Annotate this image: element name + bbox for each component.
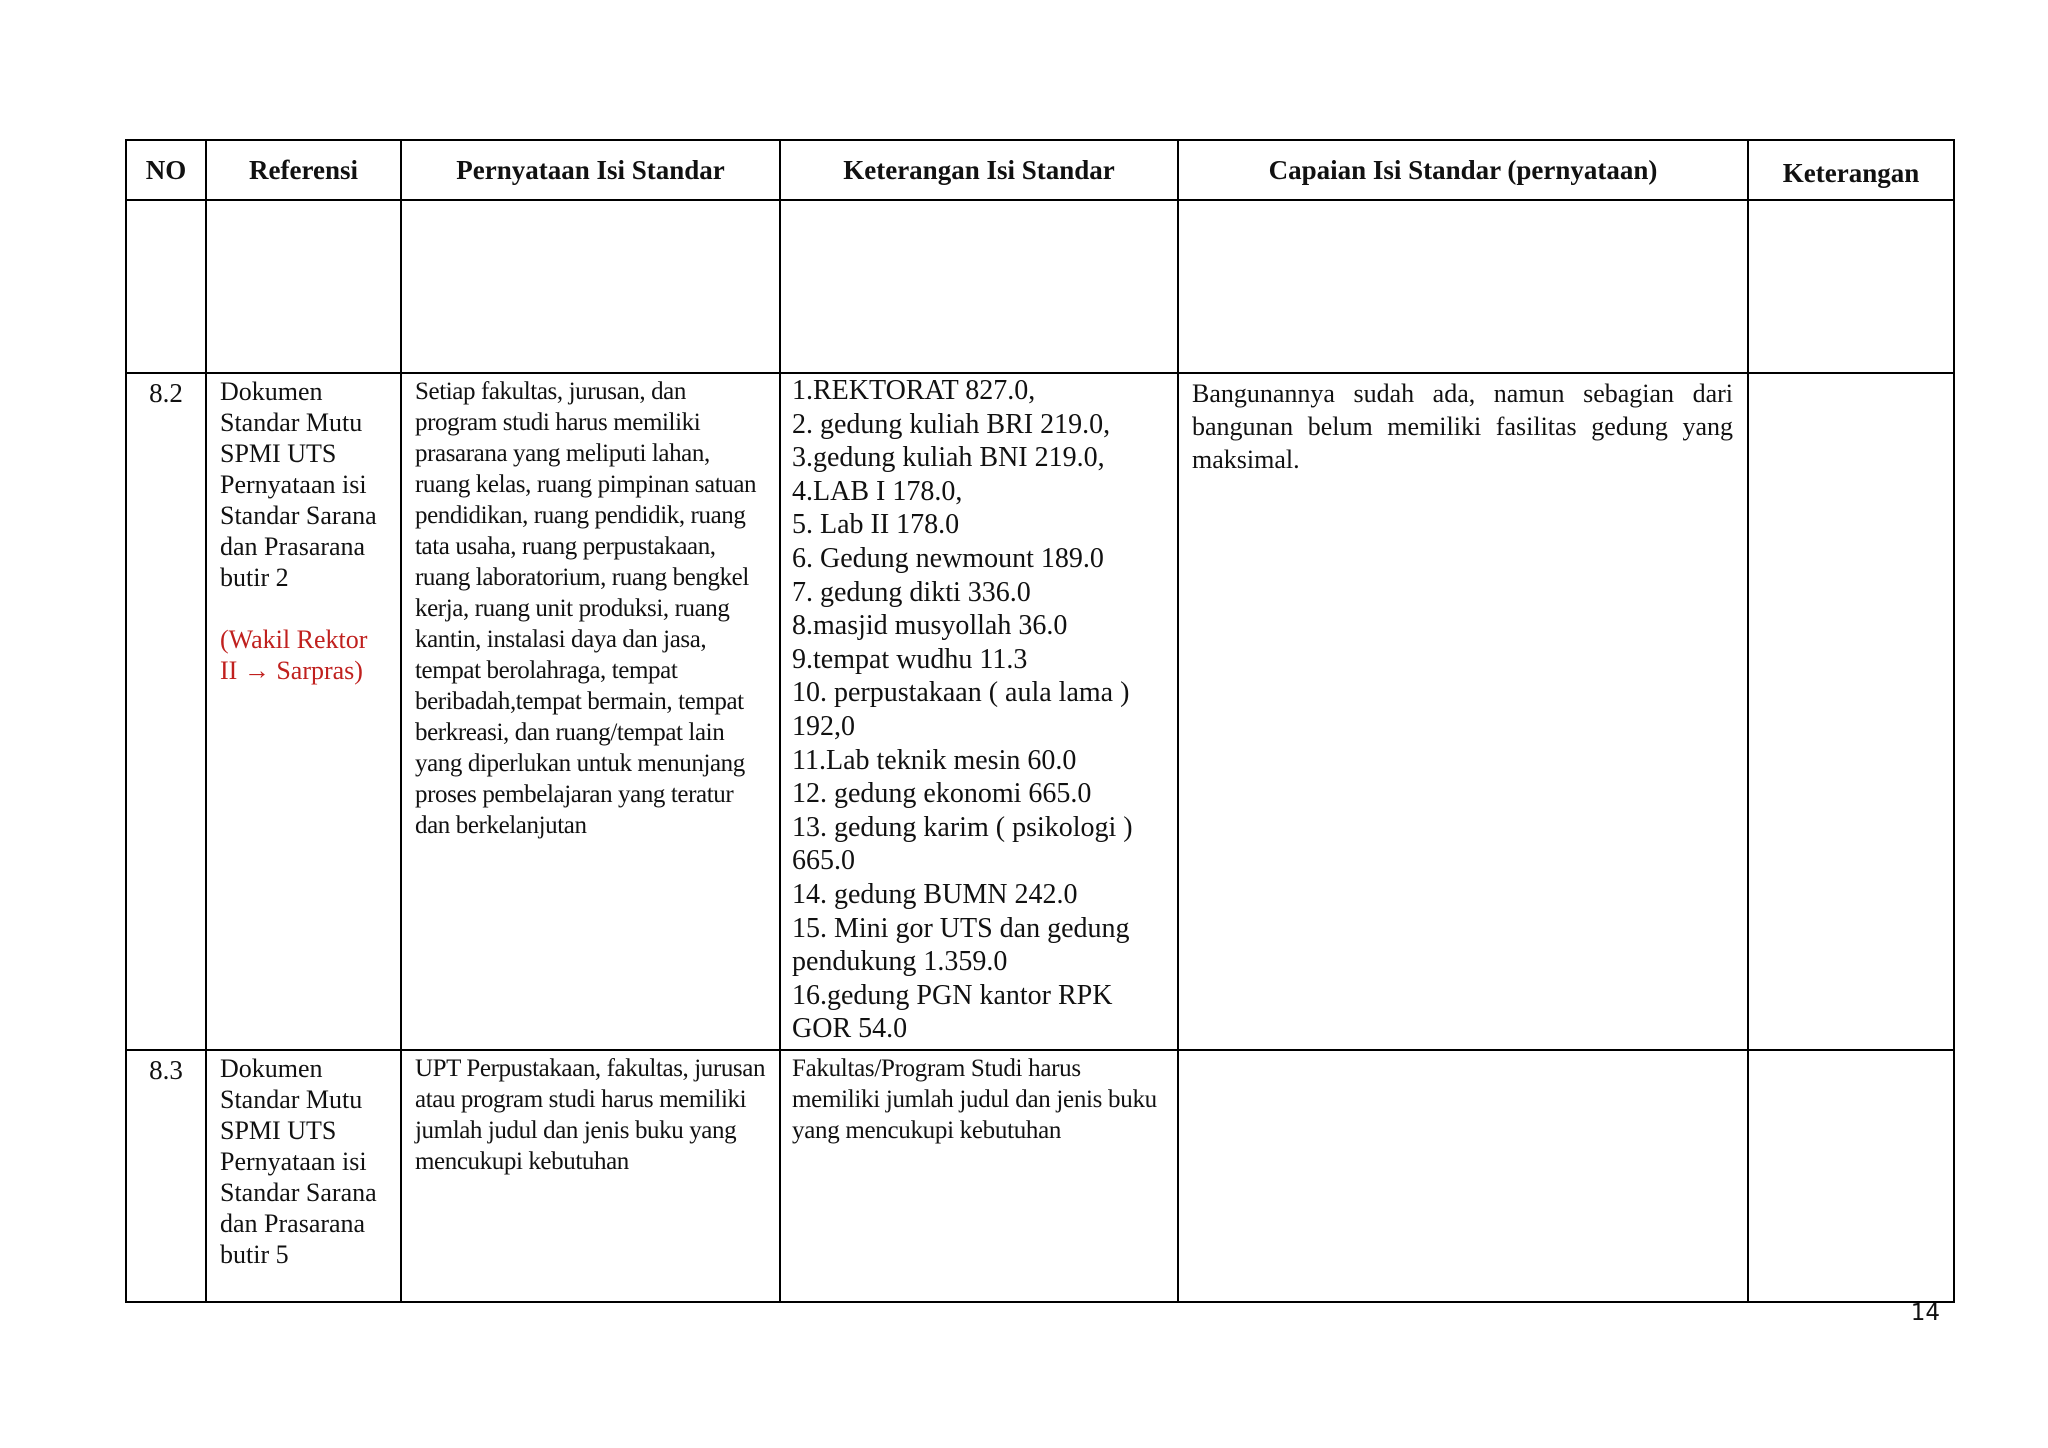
building-list-item: 1.REKTORAT 827.0, — [792, 375, 1036, 406]
building-list-item: 9.tempat wudhu 11.3 — [792, 643, 1028, 675]
referensi-line: Dokumen — [220, 377, 323, 406]
header-referensi: Referensi — [206, 140, 401, 200]
building-list-item: GOR 54.0 — [792, 1013, 908, 1045]
cell-capaian — [1178, 1050, 1748, 1302]
header-keterangan: Keterangan — [1748, 140, 1954, 200]
referensi-line: Pernyataan isi — [220, 1147, 367, 1176]
header-capaian: Capaian Isi Standar (pernyataan) — [1178, 140, 1748, 200]
building-list-item: 7. gedung dikti 336.0 — [792, 576, 1031, 608]
cell-pernyataan — [401, 200, 780, 373]
note-line: II → Sarpras) — [220, 656, 363, 685]
referensi-line: dan Prasarana — [220, 1209, 366, 1238]
table-header-row — [126, 140, 1954, 200]
building-list-item: 665.0 — [792, 845, 855, 877]
cell-keterangan-isi — [780, 373, 1178, 1050]
building-list-item: 16.gedung PGN kantor RPK — [792, 979, 1113, 1011]
referensi-line: Standar Mutu — [220, 1085, 363, 1114]
cell-keterangan — [1748, 1050, 1954, 1302]
referensi-line: Pernyataan isi — [220, 470, 367, 499]
cell-keterangan-isi — [780, 200, 1178, 373]
building-list-item: 4.LAB I 178.0, — [792, 475, 963, 507]
building-list-item: 10. perpustakaan ( aula lama ) — [792, 677, 1130, 709]
referensi-responsible-note — [220, 624, 392, 686]
cell-pernyataan: Setiap fakultas, jurusan, dan program studi harus memiliki prasarana yang meliputi lahan, ruang kelas, ruang pimpinan satuan pendidikan, ruang pendidik, ruang tata usaha, ruang perpustakaan, ruang laboratorium, ruang bengkel kerja, ruang unit produksi, ruang kantin, instalasi daya dan jasa, tempat berolahraga, tempat beribadah,tempat bermain, tempat berkreasi, dan ruang/tempat lain yang diperlukan untuk menunjang proses pembelajaran yang teratur dan berkelanjutan — [401, 373, 780, 1050]
building-list-item: 3.gedung kuliah BNI 219.0, — [792, 442, 1105, 474]
building-list-item: 12. gedung ekonomi 665.0 — [792, 778, 1092, 810]
referensi-line: SPMI UTS — [220, 439, 337, 468]
cell-no: 8.3 — [126, 1050, 206, 1302]
cell-capaian — [1178, 200, 1748, 373]
building-list-item: 13. gedung karim ( psikologi ) — [792, 811, 1133, 843]
header-pernyataan: Pernyataan Isi Standar — [401, 140, 780, 200]
page-number: 14 — [1910, 1300, 1940, 1326]
building-list-item: 8.masjid musyollah 36.0 — [792, 610, 1068, 642]
building-list-item: 14. gedung BUMN 242.0 — [792, 878, 1078, 910]
referensi-line: butir 2 — [220, 563, 289, 592]
referensi-line: SPMI UTS — [220, 1116, 337, 1145]
referensi-line: Standar Mutu — [220, 408, 363, 437]
table-row — [126, 1050, 1954, 1302]
cell-referensi — [206, 1050, 401, 1302]
cell-referensi — [206, 200, 401, 373]
building-list-item: 2. gedung kuliah BRI 219.0, — [792, 408, 1111, 440]
referensi-line: Standar Sarana — [220, 501, 377, 530]
building-list-item: pendukung 1.359.0 — [792, 946, 1008, 978]
cell-keterangan — [1748, 200, 1954, 373]
cell-pernyataan: UPT Perpustakaan, fakultas, jurusan atau program studi harus memiliki jumlah judul dan jenis buku yang mencukupi kebutuhan — [401, 1050, 780, 1302]
note-line: (Wakil Rektor — [220, 625, 368, 654]
building-list-item: 6. Gedung newmount 189.0 — [792, 542, 1104, 574]
cell-referensi — [206, 373, 401, 1050]
cell-keterangan — [1748, 373, 1954, 1050]
building-list-item: 11.Lab teknik mesin 60.0 — [792, 744, 1077, 776]
standards-table — [125, 139, 1955, 1303]
table-row — [126, 373, 1954, 1050]
cell-no — [126, 200, 206, 373]
referensi-line: Standar Sarana — [220, 1178, 377, 1207]
table-row — [126, 200, 1954, 373]
header-no: NO — [126, 140, 206, 200]
cell-no: 8.2 — [126, 373, 206, 1050]
referensi-line: Dokumen — [220, 1054, 323, 1083]
building-list-item: 192,0 — [792, 710, 855, 742]
referensi-line: dan Prasarana — [220, 532, 366, 561]
building-list-item: 5. Lab II 178.0 — [792, 509, 960, 541]
header-keterangan-isi: Keterangan Isi Standar — [780, 140, 1178, 200]
building-list-item: 15. Mini gor UTS dan gedung — [792, 912, 1130, 944]
cell-capaian: Bangunannya sudah ada, namun sebagian dari bangunan belum memiliki fasilitas gedung yang maksimal. — [1178, 373, 1748, 1050]
cell-keterangan-isi: Fakultas/Program Studi harus memiliki jumlah judul dan jenis buku yang mencukupi kebutuhan — [780, 1050, 1178, 1302]
referensi-line: butir 5 — [220, 1240, 289, 1269]
